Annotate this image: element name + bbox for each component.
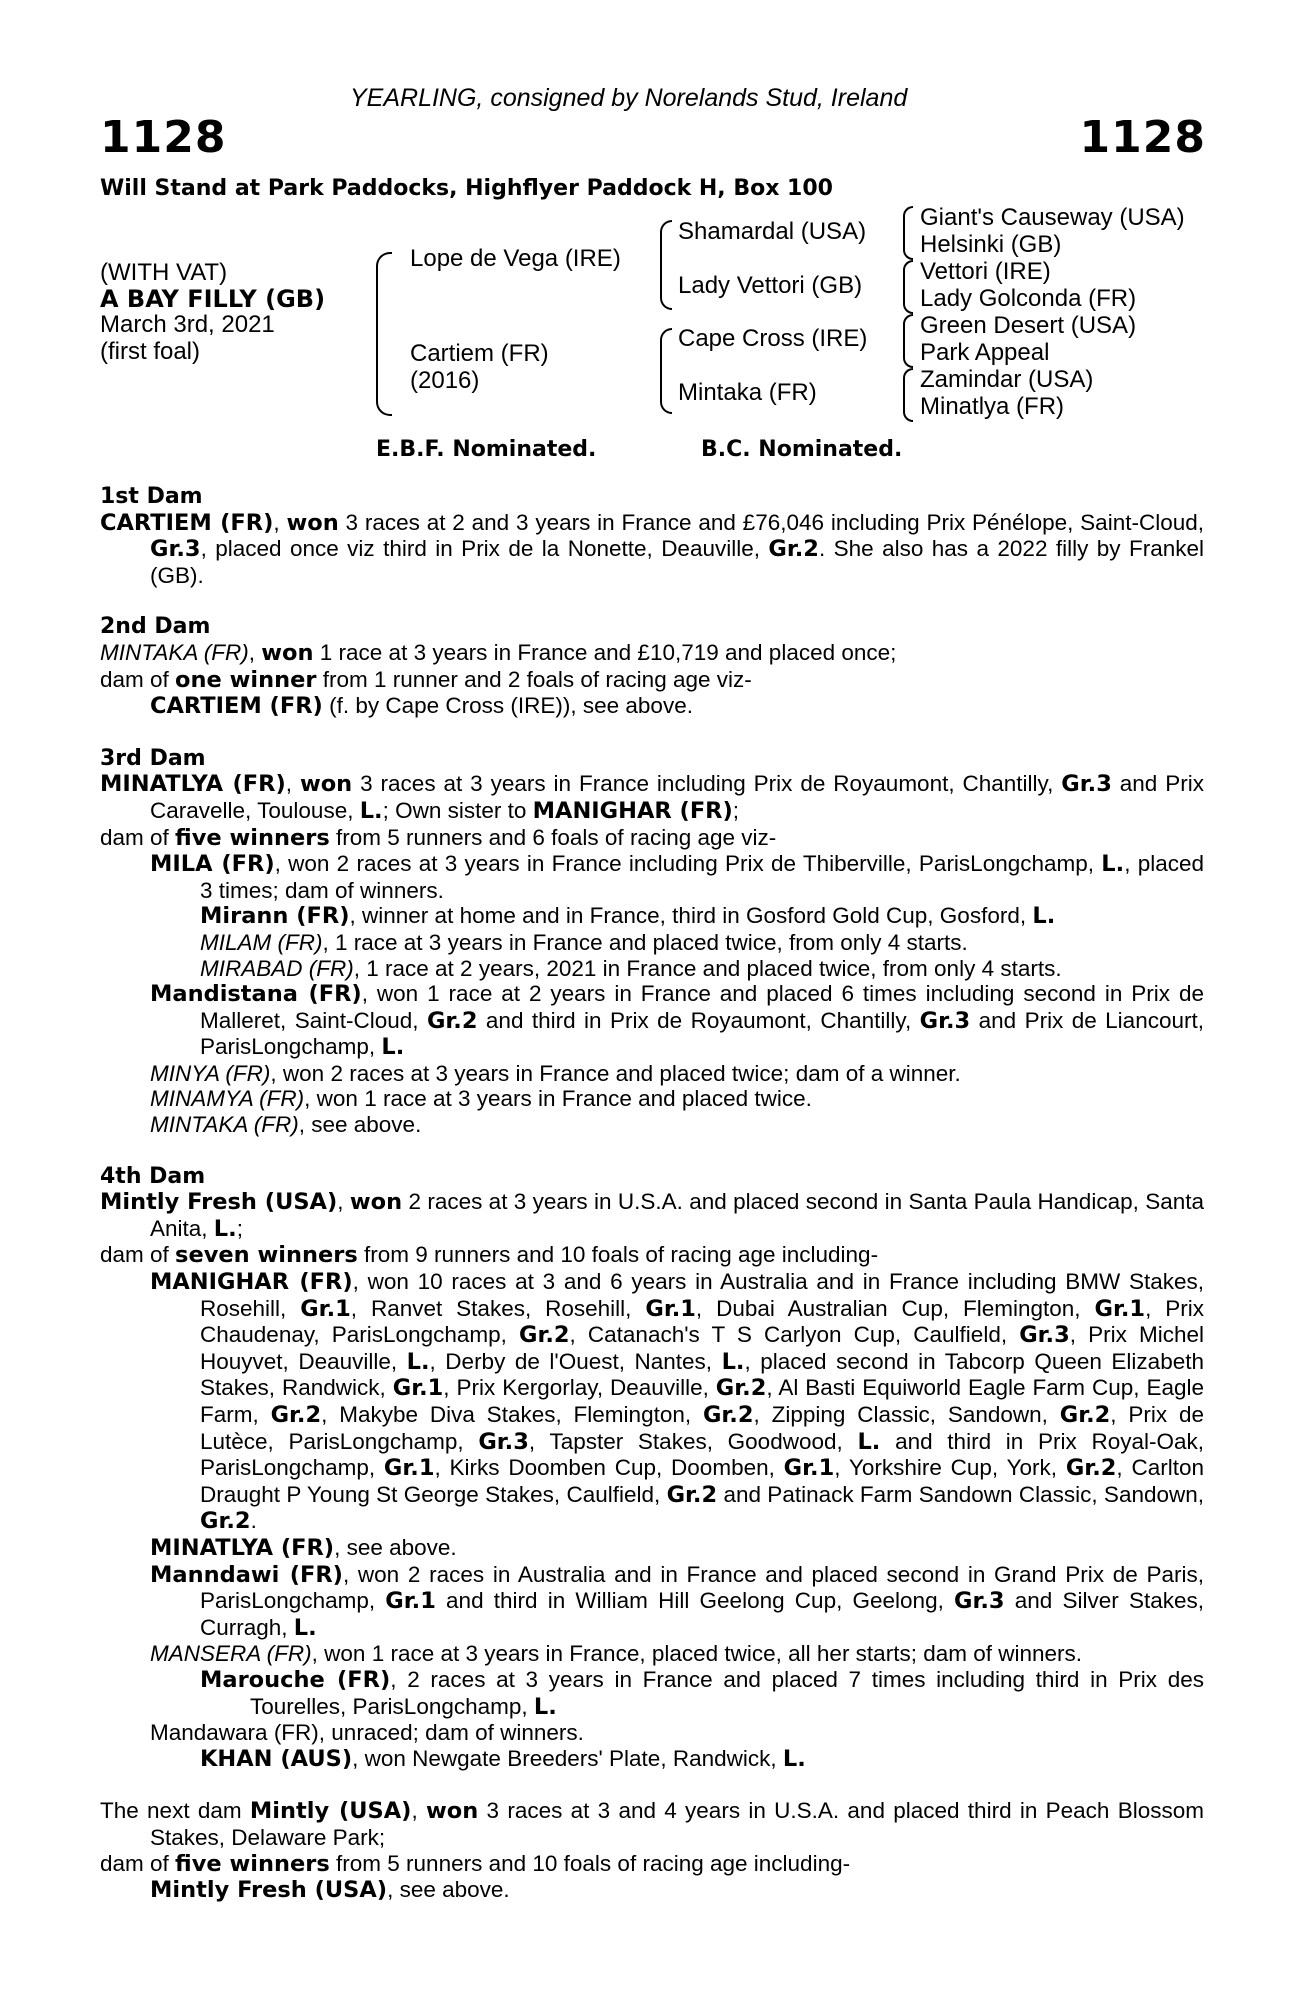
produce-name: MILAM (FR) bbox=[200, 929, 323, 955]
grade-label: Gr.2 bbox=[715, 1375, 767, 1402]
record-text: , Carlton Draught P Young St George Stakes, Caulfield, bbox=[200, 1455, 1204, 1507]
record-text: dam of bbox=[100, 666, 176, 692]
manighar-record bbox=[200, 1269, 1204, 1533]
record-text: , see above. bbox=[334, 1534, 457, 1560]
record-text: dam of bbox=[100, 1242, 176, 1268]
record-text: . bbox=[250, 1508, 257, 1534]
pedigree-sdd: Lady Golconda (FR) bbox=[920, 285, 1137, 312]
record-text: from 5 runners and 6 foals of racing age viz- bbox=[329, 824, 777, 850]
record-text: from 9 runners and 10 foals of racing age including- bbox=[357, 1242, 879, 1268]
pedigree-brace-ss bbox=[903, 206, 913, 260]
grade-label: Gr.1 bbox=[385, 1588, 436, 1615]
first-dam-record: CARTIEM (FR), won 3 races at 2 and 3 years in France and £76,046 including Prix Pénélope, Saint-Cloud, Gr.3, placed once viz third in Prix de la Nonette, Deauville, Gr.2. She also has a 2022 filly by Frankel (GB). bbox=[100, 509, 1204, 588]
record-text: , won 2 races in Australia and in France and placed second in Grand Prix de Paris, ParisLongchamp, bbox=[200, 1561, 1204, 1614]
produce-name: MANSERA (FR) bbox=[150, 1641, 312, 1667]
pedigree-ss: Shamardal (USA) bbox=[678, 218, 867, 245]
pedigree-dam: Cartiem (FR) bbox=[410, 340, 549, 367]
produce-name: Mandistana (FR) bbox=[150, 981, 362, 1008]
produce-name: MANIGHAR (FR) bbox=[532, 797, 733, 824]
grade-label: Gr.1 bbox=[645, 1295, 696, 1322]
lot-number-left: 1128 bbox=[100, 112, 227, 163]
record-text: ; bbox=[236, 1215, 243, 1241]
produce-entry bbox=[100, 903, 1204, 930]
produce-entry bbox=[100, 851, 1204, 903]
pedigree-dds: Zamindar (USA) bbox=[920, 366, 1094, 393]
produce-entry-manighar bbox=[100, 1269, 1204, 1535]
record-text: , won Newgate Breeders' Plate, Randwick, bbox=[352, 1745, 783, 1771]
record-text: , Prix de Lutèce, ParisLongchamp, bbox=[200, 1402, 1204, 1454]
record-text: , won 2 races at 3 years in France and placed twice; dam of a winner. bbox=[270, 1060, 961, 1086]
third-dam-produce-summary bbox=[100, 825, 1204, 852]
pedigree-brace-sire bbox=[660, 220, 672, 310]
record-text: and Prix Caravelle, Toulouse, bbox=[150, 771, 1204, 823]
pedigree-ssd: Helsinki (GB) bbox=[920, 231, 1062, 258]
produce-name: MINATLYA (FR) bbox=[150, 1534, 335, 1561]
winners-count: one winner bbox=[175, 666, 317, 693]
listed-label: L. bbox=[1101, 851, 1125, 878]
record-text: 3 races at 2 and 3 years in France and £76,046 including Prix Pénélope, Saint-Cloud, bbox=[338, 509, 1204, 535]
produce-entry bbox=[100, 693, 1204, 720]
grade-label: Gr.2 bbox=[270, 1402, 322, 1428]
pedigree-ds: Cape Cross (IRE) bbox=[678, 325, 868, 352]
grade-label: Gr.1 bbox=[392, 1375, 444, 1402]
grade-label: Gr.1 bbox=[783, 1455, 835, 1482]
produce-entry bbox=[100, 930, 1204, 956]
record-text: ; Own sister to bbox=[382, 797, 533, 823]
winners-count: seven winners bbox=[175, 1242, 358, 1269]
pedigree-dam-year: (2016) bbox=[410, 367, 480, 394]
won-label: won bbox=[286, 509, 339, 536]
produce-entry bbox=[100, 1641, 1204, 1667]
pedigree-dss: Green Desert (USA) bbox=[920, 312, 1137, 339]
produce-name: MILA (FR) bbox=[150, 851, 275, 878]
ebf-nomination: E.B.F. Nominated. bbox=[376, 437, 597, 462]
grade-label: Gr.2 bbox=[518, 1322, 570, 1349]
produce-entry bbox=[100, 1746, 1204, 1773]
record-text: ; bbox=[732, 797, 740, 823]
record-text: 1 race at 3 years in France and £10,719 and placed once; bbox=[313, 639, 897, 665]
listed-label: L. bbox=[533, 1693, 557, 1720]
vat-note: (WITH VAT) bbox=[100, 259, 228, 286]
record-text: , Tapster Stakes, Goodwood, bbox=[528, 1428, 858, 1454]
produce-name: Mirann (FR) bbox=[200, 903, 350, 930]
grade-label: L. bbox=[406, 1348, 430, 1375]
record-text: dam of bbox=[100, 1850, 176, 1876]
grade-label: L. bbox=[721, 1348, 745, 1375]
date-of-birth: March 3rd, 2021 bbox=[100, 311, 275, 338]
record-text: 3 races at 3 years in France including Prix de Royaumont, Chantilly, bbox=[352, 771, 1062, 797]
record-text: , Ranvet Stakes, Rosehill, bbox=[350, 1295, 646, 1321]
grade-label: Gr.3 bbox=[150, 536, 201, 563]
fourth-dam-heading: 4th Dam bbox=[100, 1163, 206, 1189]
dam-name: MINTAKA (FR) bbox=[100, 639, 249, 665]
record-text: from 5 runners and 10 foals of racing age including- bbox=[329, 1850, 851, 1876]
produce-name: Mintly Fresh (USA) bbox=[150, 1877, 388, 1904]
second-dam-produce-summary bbox=[100, 667, 1204, 694]
record-text: , Prix Chaudenay, ParisLongchamp, bbox=[200, 1295, 1204, 1348]
fourth-dam-record: Mintly Fresh (USA), won 2 races at 3 years in U.S.A. and placed second in Santa Paula Handicap, Santa Anita, L.; bbox=[100, 1189, 1204, 1242]
catalogue-title: YEARLING, consigned by Norelands Stud, Ireland bbox=[350, 84, 908, 112]
produce-name: MANIGHAR (FR) bbox=[150, 1269, 353, 1296]
record-text: , Prix Michel Houyvet, Deauville, bbox=[200, 1322, 1204, 1374]
produce-entry bbox=[100, 1562, 1204, 1642]
produce-entry bbox=[100, 1112, 1204, 1138]
listed-label: L. bbox=[359, 797, 383, 824]
grade-label: L. bbox=[857, 1428, 881, 1455]
record-text: , see above. bbox=[298, 1112, 422, 1138]
second-dam-record: MINTAKA (FR), won 1 race at 3 years in France and £10,719 and placed once; bbox=[100, 639, 897, 666]
pedigree-sd: Lady Vettori (GB) bbox=[678, 272, 863, 299]
produce-entry bbox=[100, 1535, 1204, 1562]
grade-label: Gr.1 bbox=[383, 1455, 435, 1482]
record-text: , Al Basti Equiworld Eagle Farm Cup, Eagle Farm, bbox=[200, 1375, 1204, 1427]
record-text: from 1 runner and 2 foals of racing age viz- bbox=[316, 666, 752, 692]
produce-name: Manndawi (FR) bbox=[150, 1561, 343, 1588]
grade-label: Gr.3 bbox=[478, 1428, 529, 1455]
second-dam-heading: 2nd Dam bbox=[100, 614, 211, 640]
record-text: , placed second in Tabcorp Queen Elizabeth Stakes, Randwick, bbox=[200, 1348, 1204, 1401]
produce-entry bbox=[100, 981, 1204, 1061]
record-text: . She also has a 2022 filly by Frankel (GB). bbox=[150, 536, 1204, 588]
pedigree-brace-dam bbox=[660, 328, 672, 414]
record-text: and third in Prix de Royaumont, Chantilly, bbox=[477, 1007, 920, 1033]
horse-name: A BAY FILLY (GB) bbox=[100, 285, 326, 313]
produce-entry bbox=[100, 1061, 1204, 1087]
produce-name: MIRABAD (FR) bbox=[200, 955, 354, 981]
dam-name: MINATLYA (FR) bbox=[100, 771, 286, 798]
record-text: , 1 race at 2 years, 2021 in France and placed twice, from only 4 starts. bbox=[353, 955, 1062, 981]
grade-label: Gr.3 bbox=[954, 1588, 1005, 1615]
produce-entry bbox=[100, 1667, 1204, 1720]
produce-entry bbox=[100, 956, 1204, 982]
pedigree-brace-ds bbox=[903, 314, 913, 368]
listed-label: L. bbox=[293, 1614, 317, 1641]
record-text: , Catanach's T S Carlyon Cup, Caulfield, bbox=[569, 1322, 1020, 1348]
record-text: , Dubai Australian Cup, Flemington, bbox=[695, 1295, 1095, 1321]
produce-entry bbox=[100, 1086, 1204, 1112]
third-dam-heading: 3rd Dam bbox=[100, 745, 206, 771]
record-text: , Derby de l'Ouest, Nantes, bbox=[429, 1348, 722, 1374]
winners-count: five winners bbox=[175, 1850, 330, 1877]
won-label: won bbox=[261, 639, 314, 666]
fourth-dam-produce-summary bbox=[100, 1242, 1204, 1269]
pedigree-sire: Lope de Vega (IRE) bbox=[410, 245, 621, 272]
pedigree-sds: Vettori (IRE) bbox=[920, 258, 1051, 285]
dam-name: Mintly (USA) bbox=[249, 1798, 412, 1825]
record-text: , see above. bbox=[387, 1877, 510, 1903]
record-text: , Zipping Classic, Sandown, bbox=[753, 1402, 1060, 1427]
grade-label: Gr.1 bbox=[300, 1295, 351, 1322]
produce-name: Marouche (FR) bbox=[200, 1666, 391, 1693]
record-text: , won 10 races at 3 and 6 years in Australia and in France including BMW Stakes, Rosehill, bbox=[200, 1269, 1205, 1321]
record-text: and third in William Hill Geelong Cup, Geelong, bbox=[435, 1588, 955, 1614]
won-label: won bbox=[299, 771, 353, 798]
listed-label: L. bbox=[1032, 903, 1056, 930]
winners-count: five winners bbox=[175, 824, 330, 851]
record-text: and Silver Stakes, Curragh, bbox=[200, 1588, 1204, 1640]
record-text: 3 races at 3 and 4 years in U.S.A. and placed third in Peach Blossom Stakes, Delaware Park; bbox=[150, 1798, 1204, 1850]
record-text: , placed once viz third in Prix de la Nonette, Deauville, bbox=[200, 536, 769, 562]
grade-label: Gr.3 bbox=[1019, 1322, 1070, 1349]
pedigree-sss: Giant's Causeway (USA) bbox=[920, 204, 1185, 231]
listed-label: L. bbox=[381, 1034, 405, 1061]
grade-label: Gr.3 bbox=[919, 1007, 971, 1034]
next-dam-record: The next dam Mintly (USA), won 3 races at 3 and 4 years in U.S.A. and placed third in Peach Blossom Stakes, Delaware Park; bbox=[100, 1798, 1204, 1850]
listed-label: L. bbox=[213, 1215, 237, 1242]
record-text: , Makybe Diva Stakes, Flemington, bbox=[321, 1402, 703, 1427]
grade-label: Gr.1 bbox=[1094, 1295, 1146, 1322]
record-text: , Prix Kergorlay, Deauville, bbox=[443, 1375, 716, 1401]
record-text: , won 2 races at 3 years in France including Prix de Thiberville, ParisLongchamp, bbox=[274, 851, 1102, 877]
record-text: , placed 3 times; dam of winners. bbox=[200, 851, 1205, 903]
record-text: , 1 race at 3 years in France and placed twice, from only 4 starts. bbox=[322, 929, 968, 955]
lot-number-right: 1128 bbox=[1079, 112, 1206, 163]
third-dam-record: MINATLYA (FR), won 3 races at 3 years in France including Prix de Royaumont, Chantilly, Gr.3 and Prix Caravelle, Toulouse, L.; Own sister to MANIGHAR (FR); bbox=[100, 771, 1204, 824]
record-text: , Kirks Doomben Cup, Doomben, bbox=[434, 1455, 784, 1481]
family-text bbox=[100, 484, 1204, 1904]
record-text: , 2 races at 3 years in France and placed 7 times including third in Prix des Tourelles, ParisLongchamp, bbox=[250, 1666, 1205, 1719]
next-dam-produce-summary bbox=[100, 1851, 1204, 1878]
record-text: The next dam bbox=[100, 1798, 250, 1824]
grade-label: Gr.2 bbox=[426, 1007, 478, 1034]
grade-label: Gr.3 bbox=[1061, 771, 1112, 798]
produce-name: CARTIEM (FR) bbox=[150, 693, 323, 720]
stand-location: Will Stand at Park Paddocks, Highflyer Paddock H, Box 100 bbox=[100, 176, 833, 201]
record-text: , Yorkshire Cup, York, bbox=[834, 1455, 1066, 1481]
record-text: dam of bbox=[100, 824, 176, 850]
pedigree-ddd: Minatlya (FR) bbox=[920, 393, 1065, 420]
grade-label: Gr.2 bbox=[1059, 1402, 1111, 1428]
record-text: , won 1 race at 2 years in France and placed 6 times including second in Prix de Malleret, Saint-Cloud, bbox=[200, 981, 1204, 1033]
record-text: (f. by Cape Cross (IRE)), see above. bbox=[322, 693, 693, 719]
produce-name: MINTAKA (FR) bbox=[150, 1112, 299, 1138]
dam-name: Mintly Fresh (USA) bbox=[100, 1189, 338, 1216]
produce-entry bbox=[100, 1720, 1204, 1746]
record-text: and Prix de Liancourt, ParisLongchamp, bbox=[200, 1007, 1204, 1060]
won-label: won bbox=[426, 1798, 479, 1825]
pedigree-brace-sd bbox=[903, 260, 913, 314]
pedigree-dd: Mintaka (FR) bbox=[678, 379, 817, 406]
first-dam-heading: 1st Dam bbox=[100, 484, 203, 509]
record-text: , won 1 race at 3 years in France, placed twice, all her starts; dam of winners. bbox=[311, 1641, 1083, 1667]
record-text: , winner at home and in France, third in Gosford Gold Cup, Gosford, bbox=[349, 903, 1033, 929]
record-text: 2 races at 3 years in U.S.A. and placed second in Santa Paula Handicap, Santa Anita, bbox=[150, 1189, 1204, 1241]
record-text: and Patinack Farm Sandown Classic, Sandown, bbox=[717, 1481, 1205, 1507]
produce-name: KHAN (AUS) bbox=[200, 1745, 353, 1772]
produce-name: MINAMYA (FR) bbox=[150, 1086, 305, 1112]
grade-label: Gr.2 bbox=[768, 536, 819, 563]
pedigree-dsd: Park Appeal bbox=[920, 339, 1050, 366]
listed-label: L. bbox=[782, 1745, 806, 1772]
grade-label: Gr.2 bbox=[702, 1402, 754, 1428]
pedigree-brace-dd bbox=[903, 368, 913, 422]
produce-entry bbox=[100, 1877, 1204, 1904]
grade-label: Gr.2 bbox=[666, 1481, 718, 1508]
foal-note: (first foal) bbox=[100, 338, 201, 365]
record-text: and third in Prix Royal-Oak, ParisLongchamp, bbox=[200, 1428, 1204, 1481]
grade-label: Gr.2 bbox=[200, 1508, 251, 1535]
produce-name: MINYA (FR) bbox=[150, 1060, 271, 1086]
dam-name: CARTIEM (FR) bbox=[100, 509, 274, 536]
bc-nomination: B.C. Nominated. bbox=[701, 437, 903, 462]
won-label: won bbox=[349, 1189, 403, 1216]
record-text: , won 1 race at 3 years in France and placed twice. bbox=[304, 1086, 812, 1112]
record-text: Mandawara (FR), unraced; dam of winners. bbox=[150, 1720, 584, 1746]
grade-label: Gr.2 bbox=[1065, 1455, 1117, 1482]
pedigree-brace-gen1 bbox=[376, 252, 392, 416]
